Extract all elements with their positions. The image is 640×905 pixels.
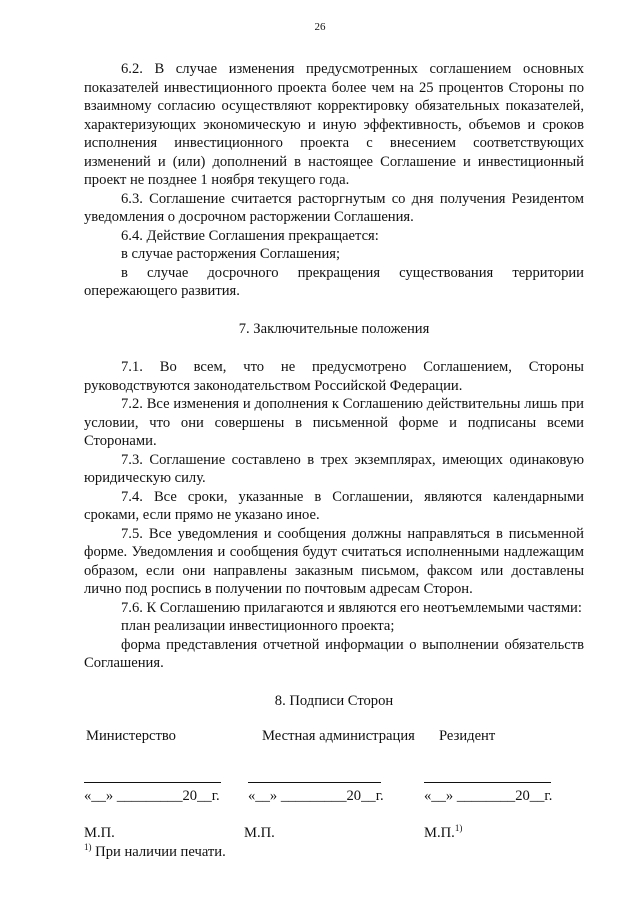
- signature-line-resident: [424, 782, 551, 783]
- signatory-ministry: Министерство: [86, 728, 176, 744]
- date-field-resident: «__» ________20__г.: [424, 788, 553, 804]
- paragraph-7-3: 7.3. Соглашение составлено в трех экземплярах, имеющих одинаковую юридическую силу.: [84, 451, 584, 486]
- seal-mark-resident: [424, 824, 462, 843]
- footnote: [84, 843, 226, 862]
- signature-block: [84, 727, 584, 887]
- footnote-reference: 1): [454, 823, 463, 833]
- section-7-heading: 7. Заключительные положения: [238, 320, 430, 337]
- list-item-plan: план реализации инвестиционного проекта;: [121, 618, 395, 634]
- list-item-termination: в случае расторжения Соглашения;: [121, 246, 341, 262]
- seal-mark-ministry: М.П.: [84, 825, 115, 841]
- paragraph-7-6: 7.6. К Соглашению прилагаются и являются его неотъемлемыми частями:: [121, 599, 582, 616]
- paragraph-6-2: 6.2. В случае изменения предусмотренных соглашением основных показателей инвестиционного проекта более чем на 25 процентов Стороны по взаимному согласию осуществляют корректировку обязательных показателей, характеризующих экономическую и иную эффективность, объемов и сроков исполнения инвестиционного проекта с внесением соответствующих изменений и (или) дополнений в настоящее Соглашение и инвестиционный проект не позднее 1 ноября текущего года.: [84, 61, 584, 188]
- footnote-text: При наличии печати.: [91, 844, 226, 860]
- document-body: [84, 60, 584, 887]
- paragraph-6-4: 6.4. Действие Соглашения прекращается:: [121, 227, 379, 244]
- list-item-report-form: форма представления отчетной информации о выполнении обязательств Соглашения.: [84, 636, 584, 671]
- signatory-resident: Резидент: [439, 728, 496, 744]
- page-number: 26: [314, 21, 326, 33]
- seal-mark-local-administration: М.П.: [244, 825, 275, 841]
- date-field-ministry: «__» _________20__г.: [84, 788, 220, 804]
- signature-line-ministry: [84, 782, 221, 783]
- paragraph-7-5: 7.5. Все уведомления и сообщения должны направляться в письменной форме. Уведомления и сообщения будут считаться исполненными надлежащим образом, если они направлены заказным письмом, факсом или доставлены лично под роспись в получении по почтовым адресам Сторон.: [84, 525, 584, 597]
- seal-mark-resident-label: М.П.: [424, 825, 455, 841]
- paragraph-7-4: 7.4. Все сроки, указанные в Соглашении, являются календарными сроками, если прямо не указано иное.: [84, 488, 584, 523]
- footnote-mark: 1): [84, 842, 92, 852]
- paragraph-6-3: 6.3. Соглашение считается расторгнутым со дня получения Резидентом уведомления о досрочном расторжении Соглашения.: [84, 190, 584, 225]
- list-item-early-termination: в случае досрочного прекращения существования территории опережающего развития.: [84, 264, 584, 299]
- date-field-local-administration: «__» _________20__г.: [248, 788, 384, 804]
- paragraph-7-2: 7.2. Все изменения и дополнения к Соглашению действительны лишь при условии, что они совершены в письменной форме и подписаны всеми Сторонами.: [84, 396, 584, 449]
- signatory-local-administration: Местная администрация: [262, 728, 415, 744]
- paragraph-7-1: 7.1. Во всем, что не предусмотрено Соглашением, Стороны руководствуются законодательством Российской Федерации.: [84, 359, 584, 394]
- section-8-heading: 8. Подписи Сторон: [274, 692, 394, 709]
- signature-line-local-administration: [248, 782, 381, 783]
